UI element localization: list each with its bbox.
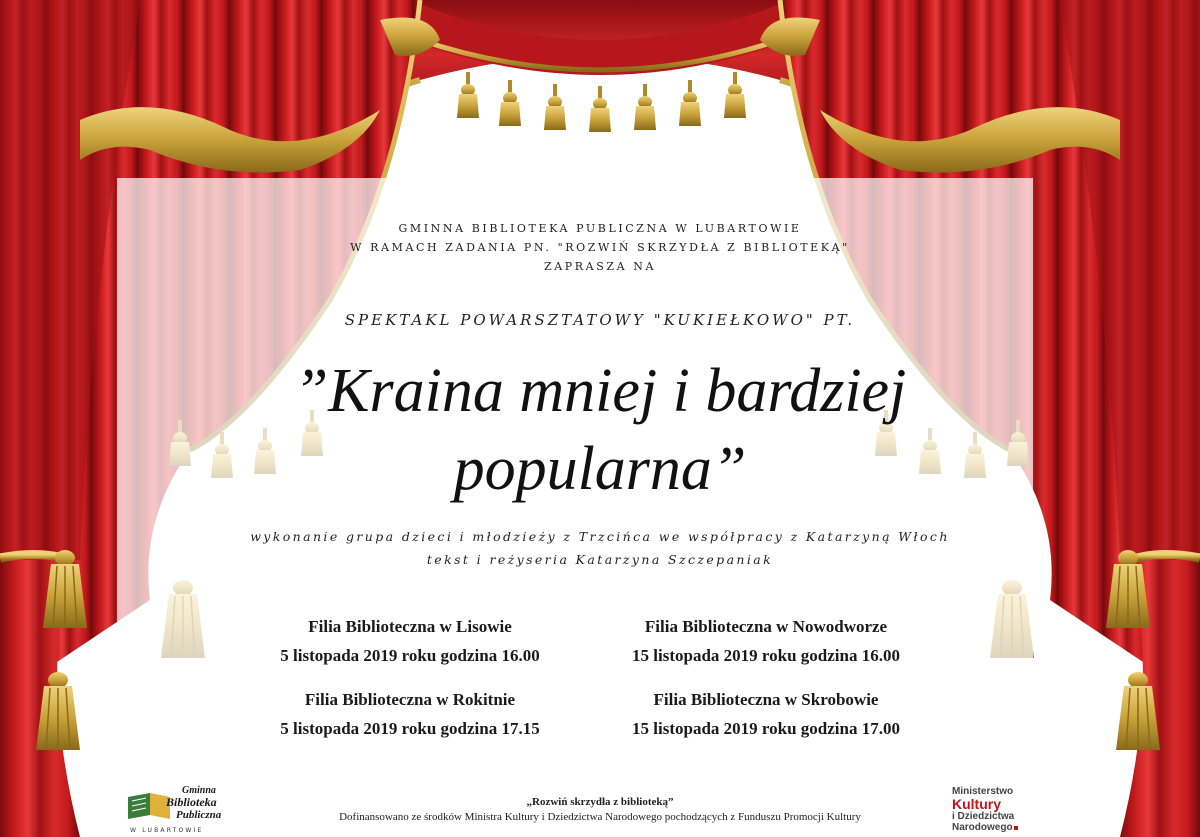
footer-project-name: „Rozwiń skrzydła z biblioteką” [526, 796, 674, 808]
show-venue: Filia Biblioteczna w Rokitnie [304, 690, 516, 709]
credits-performers: wykonanie grupa dzieci i młodzieży z Trzcińca we współpracy z Katarzyną Włoch [250, 529, 950, 544]
show-skrobow [566, 685, 966, 743]
ministry-logo-line-4 [952, 822, 1032, 833]
organizer-line-1: GMINNA BIBLIOTEKA PUBLICZNA W LUBARTOWIE [398, 222, 802, 235]
logo-left-line-1: Gminna [182, 785, 216, 796]
organizer-block [0, 219, 1200, 276]
logo-left-line-2: Biblioteka [166, 795, 217, 809]
show-datetime: 15 listopada 2019 roku godzina 17.00 [632, 719, 900, 738]
ministry-logo [952, 786, 1032, 834]
show-nowodwor [566, 612, 966, 670]
show-venue: Filia Biblioteczna w Nowodworze [644, 617, 888, 636]
ministry-logo-line-4-text: Narodowego [952, 822, 1013, 833]
show-venue: Filia Biblioteczna w Lisowie [308, 617, 512, 636]
organizer-line-2: W RAMACH ZADANIA PN. "ROZWIŃ SKRZYDŁA Z BIBLIOTEKĄ" [350, 241, 850, 254]
show-venue: Filia Biblioteczna w Skrobowie [653, 690, 879, 709]
logo-left-line-3: Publiczna [176, 809, 222, 821]
open-book-icon [126, 783, 234, 835]
show-datetime: 15 listopada 2019 roku godzina 16.00 [632, 646, 900, 665]
play-title-line-1: ”Kraina mniej i bardziej [293, 357, 907, 425]
red-dot-icon [1014, 826, 1018, 830]
show-datetime: 5 listopada 2019 roku godzina 17.15 [280, 719, 540, 738]
organizer-line-3: ZAPRASZA NA [543, 260, 656, 273]
ministry-logo-line-1: Ministerstwo [952, 786, 1014, 797]
library-logo [126, 783, 234, 835]
show-datetime: 5 listopada 2019 roku godzina 16.00 [280, 646, 540, 665]
footer-funding-note: Dofinansowano ze środków Ministra Kultury i Dziedzictwa Narodowego pochodzących z Funduszu Promocji Kultury [339, 811, 861, 823]
play-title-line-2: popularna” [453, 435, 747, 503]
play-title [0, 352, 1200, 508]
event-subtitle: SPEKTAKL POWARSZTATOWY "KUKIEŁKOWO" PT. [344, 311, 856, 329]
credits-block [0, 525, 1200, 571]
show-lisow [210, 612, 610, 670]
ministry-logo-line-3: i Dziedzictwa [952, 811, 1015, 822]
show-rokitno [210, 685, 610, 743]
ministry-logo-line-2: Kultury [952, 796, 1001, 812]
logo-left-line-4: W LUBARTOWIE [130, 827, 204, 834]
credits-director: tekst i reżyseria Katarzyna Szczepaniak [426, 552, 774, 567]
